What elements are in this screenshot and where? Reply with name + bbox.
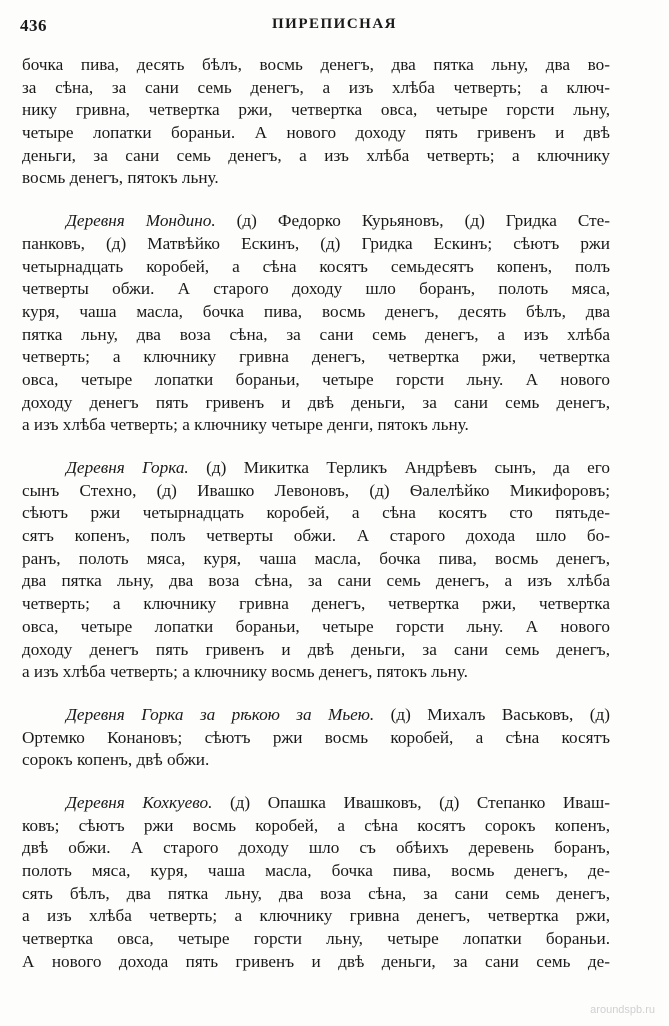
text-line: бочка пива, десять бѣлъ, восмь денегъ, два пятка льну, два во- — [22, 55, 610, 74]
paragraph-village-kokhkuevo — [22, 792, 610, 974]
text-line: четверть; а ключнику гривна денегъ, четвертка ржи, четвертка — [22, 594, 610, 614]
text-line: двѣ обжи. А старого доходу шло съ обѣихъ деревень боранъ, — [22, 838, 610, 858]
text-line: сѣютъ ржи четырнадцать коробей, а сѣна косятъ сто пятьде- — [22, 503, 610, 523]
running-head: ПИРЕПИСНАЯ — [271, 16, 397, 32]
paragraph-village-gorka-za-rekoyu — [22, 704, 610, 772]
text-line: сять бѣлъ, два пятка льну, два воза сѣна, за сани семь денегъ, — [22, 883, 610, 903]
text-line: нику гривна, четвертка ржи, четвертка овса, четыре горсти льну, — [22, 100, 610, 120]
text-line-rest: (д) Михалъ Васьковъ, (д) — [374, 704, 610, 724]
text-line: четверты обжи. А старого доходу шло боранъ, полоть мяса, — [22, 279, 610, 299]
text-line: четыре лопатки бораньи. А нового доходу пять гривенъ и двѣ — [22, 123, 610, 143]
text-line-rest: (д) Федорко Курьяновъ, (д) Гридка Сте- — [215, 211, 611, 231]
text-line: А нового дохода пять гривенъ и двѣ деньги, за сани семь де- — [22, 951, 610, 971]
paragraph-village-mondino — [22, 210, 610, 437]
text-line: Ортемко Конановъ; сѣютъ ржи восмь коробей, а сѣна косятъ — [22, 727, 610, 747]
text-line: четверть; а ключнику гривна денегъ, четвертка ржи, четвертка — [22, 347, 610, 367]
text-line: пятка льну, два воза сѣна, за сани семь денегъ, а изъ хлѣба — [22, 324, 610, 344]
text-line: овса, четыре лопатки бораньи, четыре горсти льну. А нового — [22, 616, 610, 636]
text-line: панковъ, (д) Матвѣйко Ескинъ, (д) Гридка Ескинъ; сѣютъ ржи — [22, 233, 610, 253]
village-name: Деревня Горка за рѣкою за Мьею. — [66, 704, 375, 724]
text-line-rest: (д) Микитка Терликъ Андрѣевъ сынъ, да его — [188, 458, 610, 477]
text-line: овса, четыре лопатки бораньи, четыре горсти льну. А нового — [22, 369, 610, 389]
text-line-rest: (д) Опашка Ивашковъ, (д) Степанко Ивaш- — [212, 792, 610, 812]
text-line: а изъ хлѣба четверть; а ключнику гривна денегъ, четвертка ржи, — [22, 906, 610, 926]
village-name: Деревня Горка. — [66, 458, 189, 477]
text-line: ковъ; сѣютъ ржи восмь коробей, а сѣна косятъ сорокъ копенъ, — [22, 815, 610, 835]
text-line: куря, чаша масла, бочка пива, восмь денегъ, десять бѣлъ, два — [22, 301, 610, 321]
village-name: Деревня Кохкуево. — [66, 792, 213, 812]
text-line: восмь денегъ, пятокъ льну. — [22, 168, 219, 188]
page-number: 436 — [20, 16, 47, 35]
text-line — [22, 704, 610, 727]
paragraph-continuation — [22, 54, 610, 190]
text-line: доходу денегъ пять гривенъ и двѣ деньги, за сани семь денегъ, — [22, 392, 610, 412]
text-line: сынъ Стехно, (д) Ивашко Левоновъ, (д) Ѳалелѣйко Микифоровъ; — [22, 480, 610, 500]
text-line — [22, 457, 610, 480]
page-header — [20, 16, 649, 42]
text-line: за сѣна, за сани семь денегъ, а изъ хлѣба четверть; а ключ- — [22, 77, 610, 97]
watermark: aroundspb.ru — [590, 1004, 655, 1016]
text-line: а изъ хлѣба четверть; а ключнику четыре денги, пятокъ льну. — [22, 415, 469, 435]
text-line: четырнадцать коробей, а сѣна косятъ семьдесятъ копенъ, полъ — [22, 256, 610, 276]
text-line: два пятка льну, два воза сѣна, за сани семь денегъ, а изъ хлѣба — [22, 571, 610, 591]
text-line: ранъ, полоть мяса, куря, чаша масла, бочка пива, восмь денегъ, — [22, 548, 610, 568]
text-line: а изъ хлѣба четверть; а ключнику восмь денегъ, пятокъ льну. — [22, 662, 468, 682]
body-text — [22, 54, 610, 973]
text-line: сятъ копенъ, полъ четверты обжи. А старого дохода шло бо- — [22, 526, 610, 546]
text-line — [22, 210, 610, 233]
text-line: деньги, за сани семь денегъ, а изъ хлѣба четверть; а ключнику — [22, 145, 610, 165]
village-name: Деревня Мондино. — [66, 211, 216, 231]
paragraph-village-gorka — [22, 457, 610, 684]
text-line: полоть мяса, куря, чаша масла, бочка пива, восмь денегъ, де- — [22, 861, 610, 880]
text-line: доходу денегъ пять гривенъ и двѣ деньги, за сани семь денегъ, — [22, 639, 610, 659]
text-line: сорокъ копенъ, двѣ обжи. — [22, 750, 210, 770]
text-line: четвертка овса, четыре горсти льну, четыре лопатки бораньи. — [22, 929, 610, 949]
text-line — [22, 792, 610, 815]
